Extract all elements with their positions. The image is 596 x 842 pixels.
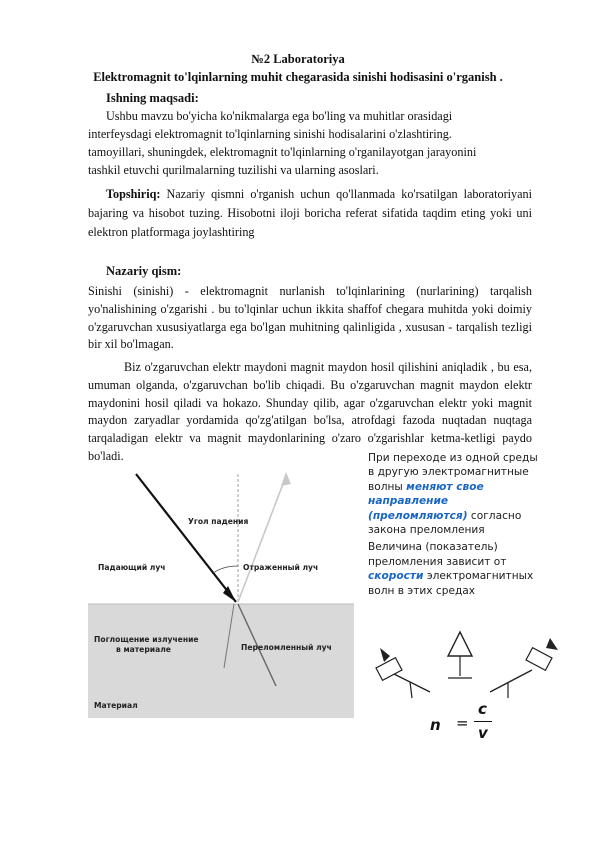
theory-paragraph-1: Sinishi (sinishi) - elektromagnit nurlanish to'lqinlarining (nurlarining) tarqalish yo'nalishining o'zgarishi . bu to'lqinlar uchun ikkita shaffof chegara muhitda yoki doimiy o'zgaruvchan xususiyatlarga ega bo'lgan muhitning qalinligida , xususan - tarqalish tezligi bir xil bo'lmagan.	[88, 284, 532, 352]
angle-arc	[212, 566, 238, 574]
purpose-line-2: interfeysdagi elektromagnit to'lqinlarning sinishi hodisalarini o'zlashtiring.	[88, 127, 452, 141]
rus-line-3a: волны	[368, 480, 407, 493]
rus-line-6: закона преломления	[368, 524, 485, 537]
material-label: Материал	[94, 701, 138, 710]
refraction-formula	[428, 700, 558, 750]
formula-lhs: n	[430, 716, 441, 734]
prism-icon	[448, 632, 472, 678]
russian-text-block	[368, 451, 568, 598]
rus-line-5b: согласно	[467, 509, 522, 522]
theory-paragraph-2: Biz o'zgaruvchan elektr maydoni magnit maydon hosil qilishini aniqladik , bu esa, umuman olganda, o'zgaruvchan bo'lib chiqadi. Bu o'zgaruvchan magnit maydon elektr maydonini hosil qiladi va hokazo. Shunday qilib, agar o'zgaruvchan elektr yoki magnit maydon zaryadlar yordamida qo'zg'atilgan bo'lsa, atrofdagi fazoda nuqtadan nuqtaga tarqaladigan elektr va magnit maydonlarining o'zaro o'zgarishlar ketma-ketligi paydo bo'ladi.	[88, 360, 532, 463]
formula-equals: =	[456, 714, 469, 732]
rus-line-2: в другую электромагнитные	[368, 466, 529, 479]
rus-line-3b: меняют свое	[406, 480, 484, 493]
reflected-label: Отраженный луч	[243, 563, 319, 572]
rus-line-5a: (преломляются)	[368, 509, 468, 522]
reflected-arrowhead	[281, 472, 291, 486]
purpose-line-1: Ushbu mavzu bo'yicha ko'nikmalarga ega bo'ling va muhitlar orasidagi	[106, 109, 453, 123]
rus-line-9	[368, 569, 568, 583]
task-paragraph	[88, 185, 532, 242]
task-text: Nazariy qismni o'rganish uchun qo'llanmada ko'rsatilgan laboratoriyani bajaring va hisobot tuzing. Hisobotni iloji boricha referat sifatida taqdim eting yoki uni elektron platformaga joylashtiring	[88, 187, 532, 239]
lab-number-title: №2 Laboratoriya	[251, 52, 345, 66]
transmitter-icon	[376, 648, 430, 698]
rus-line-3	[368, 480, 568, 494]
formula-numerator: c	[478, 700, 487, 718]
formula-denominator: v	[478, 724, 488, 742]
apparatus-sketch	[368, 612, 588, 702]
refraction-diagram	[88, 454, 354, 718]
refraction-diagram-svg	[88, 454, 354, 718]
purpose-line-4: tashkil etuvchi qurilmalarning tuzilishi va ularning asoslari.	[88, 163, 379, 177]
theory-heading: Nazariy qism:	[106, 264, 182, 278]
rus-line-9b: электромагнитных	[423, 570, 534, 583]
purpose-line-3: tamoyillari, shuningdek, elektromagnit to'lqinlarning o'rganilayotgan jarayonini	[88, 145, 477, 159]
absorption-label-2: в материале	[116, 645, 171, 654]
refracted-label: Переломленный луч	[241, 643, 332, 652]
incident-ray	[136, 474, 236, 602]
purpose-heading: Ishning maqsadi:	[106, 91, 199, 105]
absorption-label-1: Поглощение излучение	[94, 635, 199, 644]
angle-label: Угол падения	[188, 517, 249, 526]
rus-line-1: При переходе из одной среды	[368, 452, 538, 464]
task-label: Topshiriq:	[106, 187, 161, 201]
rus-line-5	[368, 509, 568, 523]
rus-line-4: направление	[368, 495, 449, 508]
incident-label: Падающий луч	[98, 563, 166, 572]
rus-line-9a: скорости	[368, 570, 424, 583]
reflected-ray	[238, 476, 286, 602]
formula-fraction-bar	[474, 721, 492, 722]
rus-line-7: Величина (показатель)	[368, 541, 498, 554]
receiver-icon	[490, 638, 558, 698]
lab-subtitle: Elektromagnit to'lqinlarning muhit chegarasida sinishi hodisasini o'rganish .	[93, 70, 503, 84]
rus-line-8: преломления зависит от	[368, 555, 507, 568]
rus-line-10: волн в этих средах	[368, 584, 476, 597]
